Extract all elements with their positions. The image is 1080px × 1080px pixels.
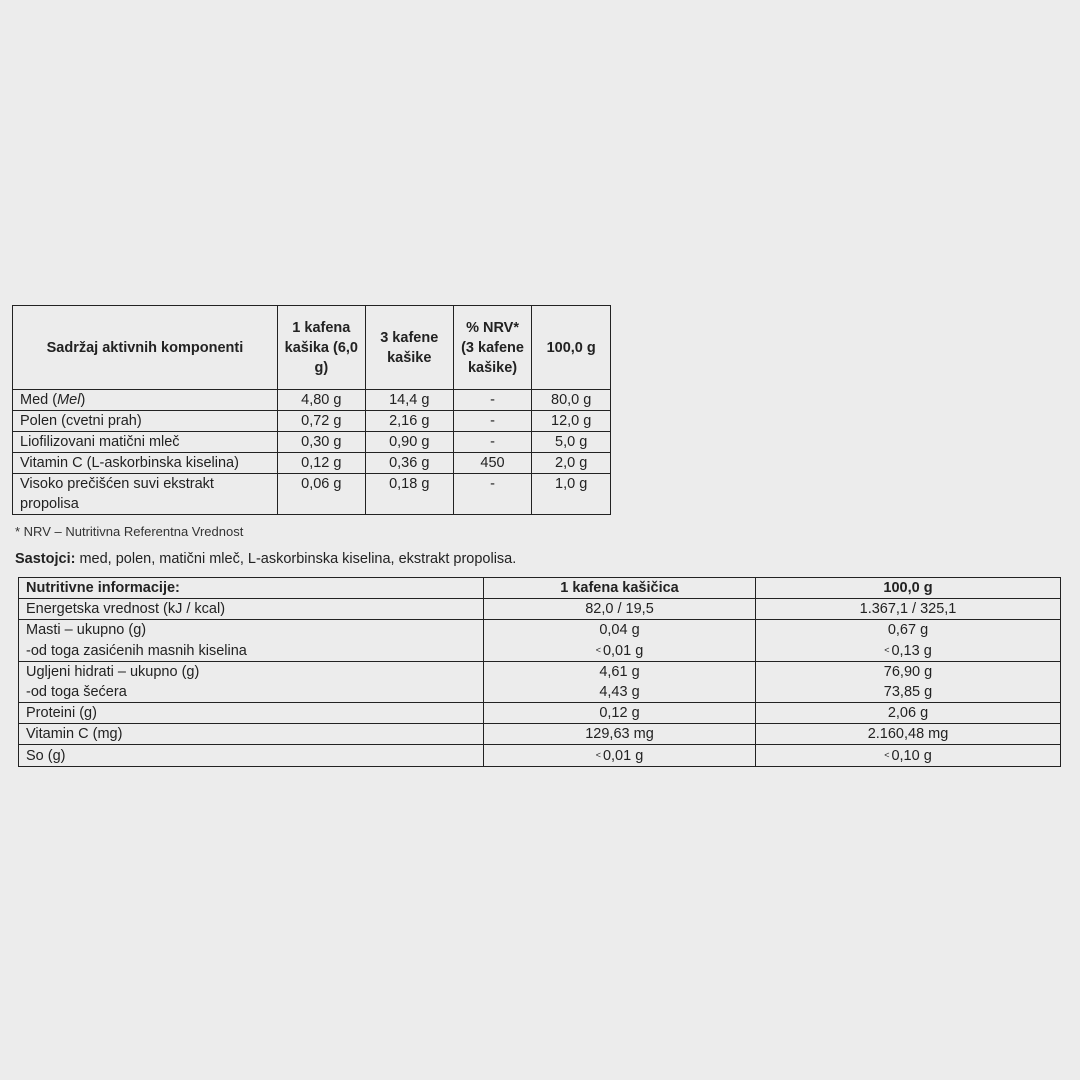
row-label: Vitamin C (mg) bbox=[19, 724, 484, 745]
row-label: -od toga zasićenih masnih kiselina bbox=[19, 640, 484, 662]
cell-value: 82,0 / 19,5 bbox=[484, 599, 756, 620]
header-one-spoon: 1 kafena kašika (6,0 g) bbox=[277, 306, 365, 390]
table-row bbox=[13, 453, 611, 474]
header-nutrition: Nutritivne informacije: bbox=[19, 578, 484, 599]
table-row bbox=[19, 682, 1061, 703]
nutrition-table bbox=[18, 577, 1061, 767]
header-100g: 100,0 g bbox=[532, 306, 611, 390]
table-row bbox=[19, 662, 1061, 683]
less-than-symbol: < bbox=[595, 645, 601, 655]
table-header-row bbox=[13, 306, 611, 390]
cell-value: 0,06 g bbox=[277, 474, 365, 515]
row-label: Liofilizovani matični mleč bbox=[13, 432, 278, 453]
row-label: Med (Mel) bbox=[13, 390, 278, 411]
cell-value: 0,04 g bbox=[484, 620, 756, 641]
header-100g: 100,0 g bbox=[756, 578, 1061, 599]
cell-value: 73,85 g bbox=[756, 682, 1061, 703]
less-than-symbol: < bbox=[884, 645, 890, 655]
cell-value: 2,16 g bbox=[365, 411, 453, 432]
ingredients-label: Sastojci: bbox=[15, 551, 76, 567]
cell-value: 0,18 g bbox=[365, 474, 453, 515]
cell-value: 0,36 g bbox=[365, 453, 453, 474]
ingredients-line bbox=[15, 549, 516, 569]
cell-value: 2,0 g bbox=[532, 453, 611, 474]
cell-value: < 0,01 g bbox=[484, 640, 756, 662]
cell-value: - bbox=[453, 432, 532, 453]
cell-value: - bbox=[453, 411, 532, 432]
cell-value: 12,0 g bbox=[532, 411, 611, 432]
row-label: Energetska vrednost (kJ / kcal) bbox=[19, 599, 484, 620]
row-label: Ugljeni hidrati – ukupno (g) bbox=[19, 662, 484, 683]
header-component: Sadržaj aktivnih komponenti bbox=[13, 306, 278, 390]
less-than-symbol: < bbox=[595, 750, 601, 760]
cell-value: < 0,13 g bbox=[756, 640, 1061, 662]
row-label: Masti – ukupno (g) bbox=[19, 620, 484, 641]
cell-value: 2.160,48 mg bbox=[756, 724, 1061, 745]
row-label: Proteini (g) bbox=[19, 703, 484, 724]
row-label: Vitamin C (L-askorbinska kiselina) bbox=[13, 453, 278, 474]
cell-value: < 0,10 g bbox=[756, 745, 1061, 767]
header-nrv: % NRV* (3 kafene kašike) bbox=[453, 306, 532, 390]
cell-value: - bbox=[453, 390, 532, 411]
table-row bbox=[19, 745, 1061, 767]
header-one-spoon: 1 kafena kašičica bbox=[484, 578, 756, 599]
cell-value: 4,43 g bbox=[484, 682, 756, 703]
cell-value: 1,0 g bbox=[532, 474, 611, 515]
cell-value: 0,72 g bbox=[277, 411, 365, 432]
cell-value: 80,0 g bbox=[532, 390, 611, 411]
ingredients-text: med, polen, matični mleč, L-askorbinska kiselina, ekstrakt propolisa. bbox=[75, 551, 517, 567]
header-three-spoons: 3 kafene kašike bbox=[365, 306, 453, 390]
cell-value: 76,90 g bbox=[756, 662, 1061, 683]
table-row bbox=[13, 411, 611, 432]
cell-value: 0,67 g bbox=[756, 620, 1061, 641]
cell-value: 1.367,1 / 325,1 bbox=[756, 599, 1061, 620]
cell-value: - bbox=[453, 474, 532, 515]
cell-value: 0,90 g bbox=[365, 432, 453, 453]
cell-value: 2,06 g bbox=[756, 703, 1061, 724]
table-row bbox=[19, 620, 1061, 641]
cell-value: 0,12 g bbox=[484, 703, 756, 724]
row-label: Polen (cvetni prah) bbox=[13, 411, 278, 432]
table-header-row bbox=[19, 578, 1061, 599]
cell-value: 129,63 mg bbox=[484, 724, 756, 745]
row-label: Visoko prečišćen suvi ekstrakt propolisa bbox=[13, 474, 278, 515]
row-label: -od toga šećera bbox=[19, 682, 484, 703]
cell-value: 0,12 g bbox=[277, 453, 365, 474]
cell-value: 4,80 g bbox=[277, 390, 365, 411]
cell-value: 450 bbox=[453, 453, 532, 474]
table-row bbox=[13, 474, 611, 515]
table-row bbox=[13, 390, 611, 411]
table-row bbox=[19, 703, 1061, 724]
nrv-footnote: * NRV – Nutritivna Referentna Vrednost bbox=[15, 524, 244, 539]
cell-value: < 0,01 g bbox=[484, 745, 756, 767]
cell-value: 5,0 g bbox=[532, 432, 611, 453]
cell-value: 0,30 g bbox=[277, 432, 365, 453]
active-components-table bbox=[12, 305, 611, 515]
table-row bbox=[13, 432, 611, 453]
table-row bbox=[19, 640, 1061, 662]
less-than-symbol: < bbox=[884, 750, 890, 760]
cell-value: 4,61 g bbox=[484, 662, 756, 683]
table-row bbox=[19, 599, 1061, 620]
cell-value: 14,4 g bbox=[365, 390, 453, 411]
table-row bbox=[19, 724, 1061, 745]
row-label: So (g) bbox=[19, 745, 484, 767]
